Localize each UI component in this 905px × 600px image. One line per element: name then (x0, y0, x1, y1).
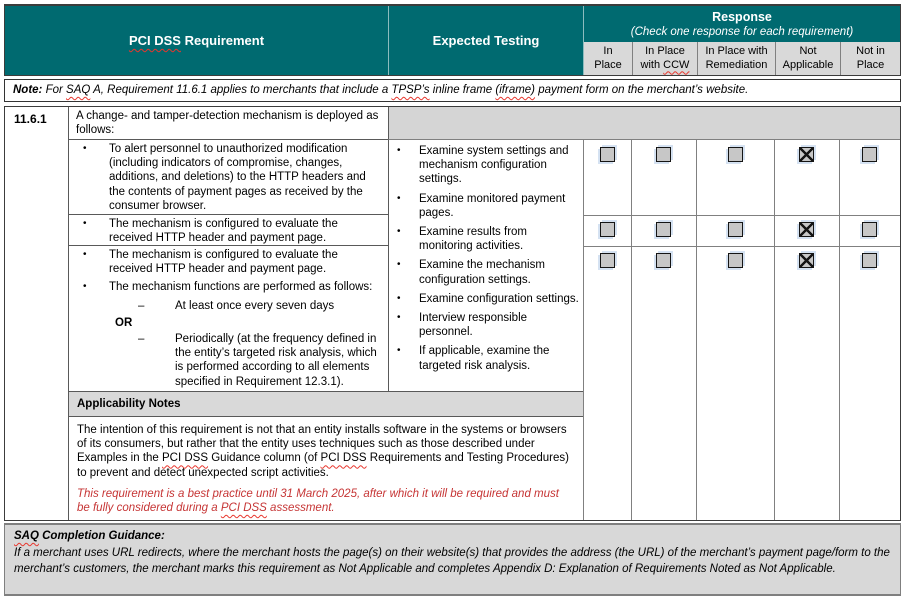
checkbox-row3-in-place[interactable] (600, 253, 615, 268)
response-option-headers (584, 42, 900, 75)
checkbox-row1-in-place-with-remediation[interactable] (728, 147, 743, 162)
intro-row-shaded-area (388, 107, 900, 140)
response-title: Response (712, 9, 772, 24)
saq-completion-guidance (4, 523, 901, 596)
checkbox-row1-not-in-place[interactable] (862, 147, 877, 162)
requirement-row-3: • The mechanism is configured to evaluate the received HTTP header and payment page. • The mechanism functions are performed as follows: – At least once every seven days OR – Periodically (at the frequency defined in the entity’s targeted risk analysis, which is performed according to all elements specified in Requirement 12.3.1). (69, 246, 388, 391)
option-header-in-place-with-ccw: In Place with CCW (632, 42, 697, 75)
saq-completion-guidance-title: SAQ Completion Guidance: (14, 530, 165, 542)
checkbox-row2-in-place[interactable] (600, 222, 615, 237)
best-practice-note: This requirement is a best practice until 31 March 2025, after which it will be required and must be fully considered during a PCI DSS assessment. (77, 487, 559, 515)
sub-item-frequency-periodic: – Periodically (at the frequency defined in the entity’s targeted risk analysis, which is performed according to all elements specified in Requirement 12.3.1). (138, 333, 377, 388)
bullet-icon: • (397, 292, 401, 304)
dash-icon: – (138, 299, 145, 312)
or-separator: OR (115, 316, 133, 329)
table-header (4, 4, 901, 76)
bullet-icon: • (83, 249, 87, 260)
requirement-intro: A change- and tamper-detection mechanism is deployed as follows: (69, 107, 388, 140)
requirement-row-2: • The mechanism is configured to evaluate the received HTTP header and payment page. (69, 215, 388, 246)
requirement-row-1: • To alert personnel to unauthorized modification (including indicators of compromise, changes, additions, and deletions) to the HTTP headers and the contents of payment pages as received by the consumer browser. (69, 140, 388, 215)
checkbox-row3-in-place-with-ccw[interactable] (656, 253, 671, 268)
expected-testing-cell: • Examine system settings and mechanism configuration settings. • Examine monitored payment pages. • Examine results from monitoring activities. • Examine the mechanism configuration settings. • Examine configuration settings. • Interview responsible personnel. • If applicable, examine the targeted risk analysis. (388, 140, 584, 391)
requirement-11-6-1-block (4, 106, 901, 521)
saq-completion-guidance-body: If a merchant uses URL redirects, where the merchant hosts the page(s) on their website(s) that provides the address (the URL) of the merchant’s payment page/form to the merchant’s customers, the merchant marks this requirement as Not Applicable and completes Appendix D: Explanation of Requirements Noted as Not Applicable. (14, 547, 890, 575)
checkbox-row2-not-in-place[interactable] (862, 222, 877, 237)
response-header (584, 6, 900, 42)
bullet-icon: • (397, 345, 401, 357)
option-header-not-in-place: Not in Place (840, 42, 900, 75)
option-header-in-place: In Place (594, 45, 622, 71)
bullet-icon: • (83, 281, 87, 293)
header-requirement-squiggled: PCI DSS (128, 33, 181, 48)
response-row-1 (583, 140, 900, 216)
response-row-2 (583, 215, 900, 247)
bullet-icon: • (83, 218, 87, 229)
checkbox-row1-not-applicable[interactable] (799, 147, 814, 162)
option-header-in-place-with-remediation: In Place with Remediation (697, 42, 775, 75)
bullet-icon: • (83, 143, 87, 154)
header-requirement-rest: Requirement (180, 33, 265, 48)
requirement-id: 11.6.1 (5, 107, 69, 520)
checkbox-row3-not-in-place[interactable] (862, 253, 877, 268)
checkbox-row1-in-place-with-ccw[interactable] (656, 147, 671, 162)
response-row-3 (583, 246, 900, 520)
bullet-icon: • (397, 259, 401, 271)
column-header-expected-testing (389, 6, 584, 75)
option-header-not-applicable: Not Applicable (775, 42, 840, 75)
checkbox-row2-in-place-with-remediation[interactable] (728, 222, 743, 237)
checkbox-row2-in-place-with-ccw[interactable] (656, 222, 671, 237)
checkbox-row1-in-place[interactable] (600, 147, 615, 162)
checkbox-row3-in-place-with-remediation[interactable] (728, 253, 743, 268)
response-subtitle: (Check one response for each requirement) (630, 25, 854, 38)
bullet-icon: • (397, 226, 401, 238)
applicability-notes-header: Applicability Notes (69, 391, 584, 417)
expected-testing-label: Expected Testing (432, 33, 540, 48)
bullet-icon: • (397, 192, 401, 204)
column-header-response (584, 6, 900, 75)
checkbox-row3-not-applicable[interactable] (799, 253, 814, 268)
applicability-paragraph: The intention of this requirement is not that an entity installs software in the systems or browsers of its consumers, but rather that the entity uses techniques such as those described under Examples in the PCI DSS Guidance column (of PCI DSS Requirements and Testing Procedures) to prevent and detect unexpected script activities. (77, 424, 569, 479)
applicability-notes-body (69, 417, 584, 520)
column-header-pci-dss-requirement (5, 6, 389, 75)
note-label: Note: (13, 84, 43, 96)
bullet-icon: • (397, 312, 401, 324)
note-row: Note: For SAQ A, Requirement 11.6.1 applies to merchants that include a TPSP’s inline frame (iframe) payment form on the merchant’s website. (4, 79, 901, 102)
bullet-icon: • (397, 145, 401, 156)
dash-icon: – (138, 333, 145, 346)
sub-item-frequency-seven-days: – At least once every seven days (138, 299, 335, 312)
checkbox-row2-not-applicable[interactable] (799, 222, 814, 237)
